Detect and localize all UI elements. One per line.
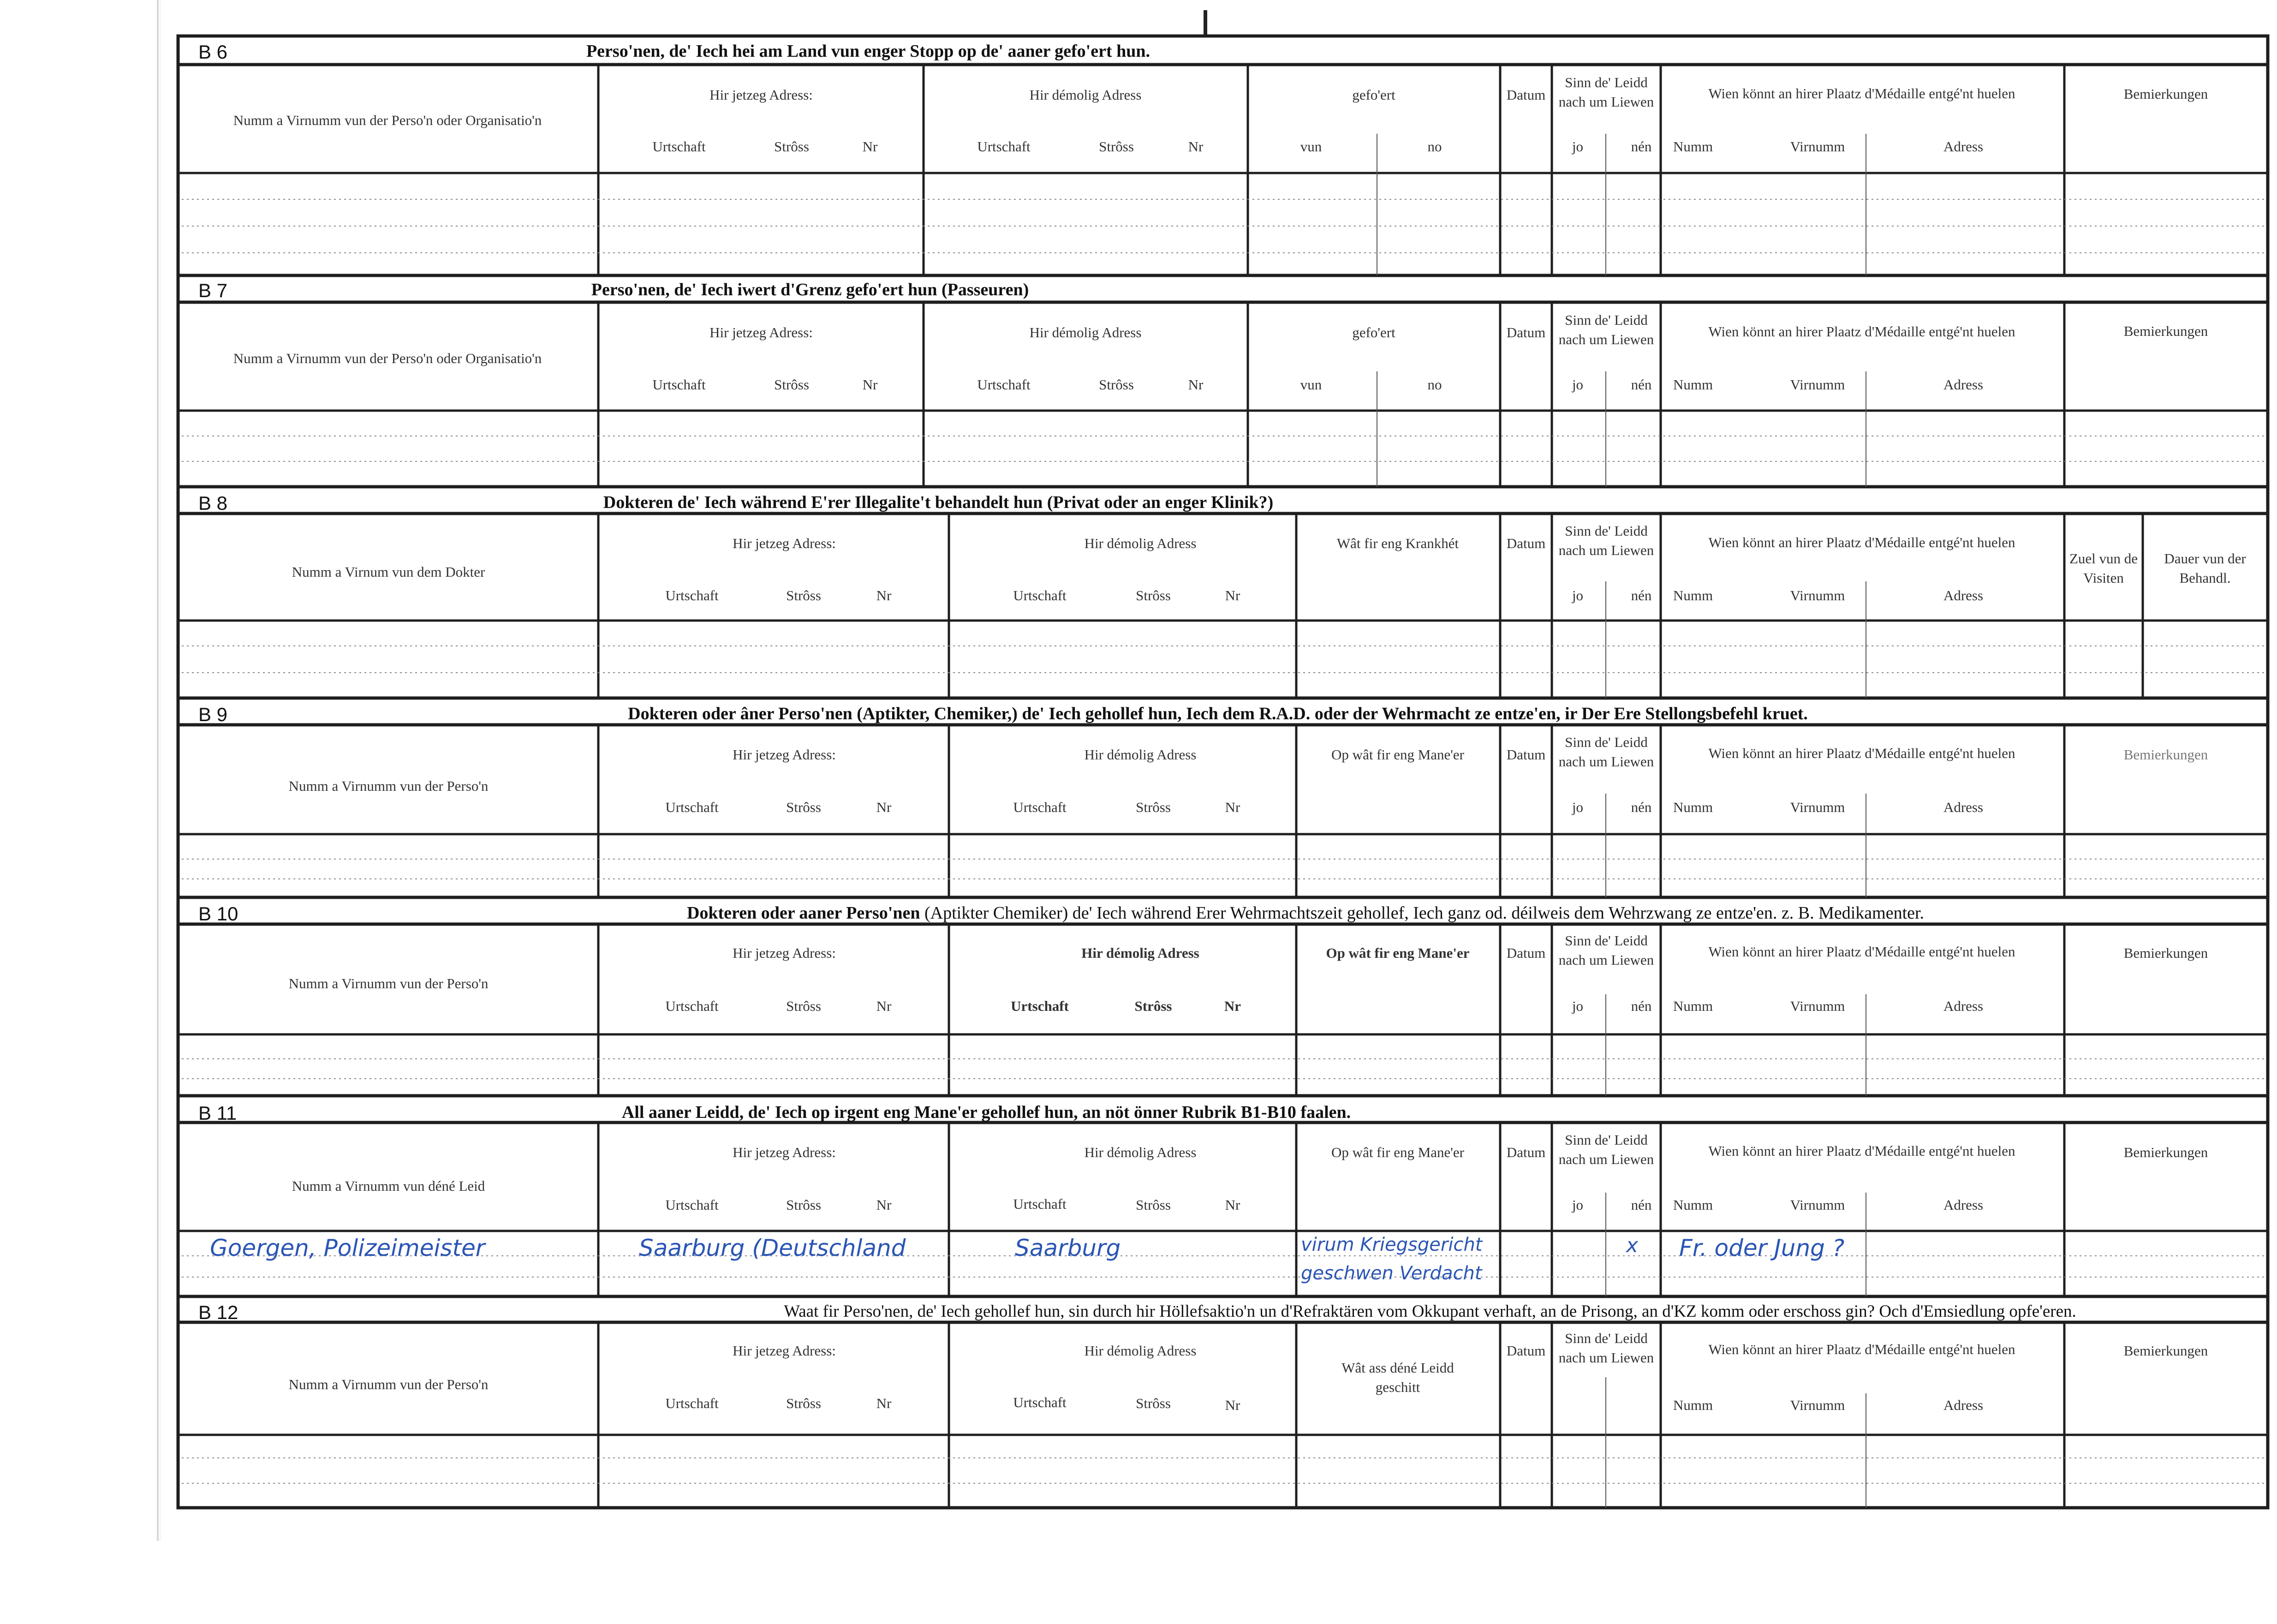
- col-yes-b11: jo: [1572, 1197, 1584, 1213]
- col-lastname-b9: Numm: [1673, 799, 1713, 815]
- col-date-b6: Datum: [1506, 87, 1546, 103]
- col-current-address-b8: Hir jetzeg Adress:: [733, 535, 836, 551]
- col-locality-b8: Urtschaft: [665, 587, 719, 603]
- col-former-address-b8: Hir démolig Adress: [1084, 535, 1197, 551]
- col-manner-b10: Op wât fir eng Mane'er: [1326, 945, 1470, 961]
- col-intention-b12: Sinn de' Leidd nach um Liewen: [1558, 1330, 1654, 1366]
- col-no-b8: nén: [1631, 587, 1652, 603]
- section-title-b9: Dokteren oder âner Perso'nen (Aptikter, Chemiker,) de' Iech gehollef hun, Iech dem R.A.D. oder der Wehrmacht ze entze'en, ir Der Ere Stellongsbefehl kruet.: [628, 704, 1808, 723]
- col-lastname-b7: Numm: [1673, 376, 1713, 393]
- col-date-b11: Datum: [1506, 1144, 1546, 1160]
- col-intention-b6: Sinn de' Leidd nach um Liewen: [1558, 74, 1654, 110]
- col-street2-b12: Strôss: [1136, 1395, 1171, 1411]
- col-remarks-b9: Bemierkungen: [2123, 746, 2208, 763]
- handwritten-no-mark: x: [1626, 1234, 1639, 1257]
- section-title-b7: Perso'nen, de' Iech iwert d'Grenz gefo'ert hun (Passeuren): [591, 280, 1029, 299]
- col-address-b11: Adress: [1943, 1197, 1984, 1213]
- col-remarks-b11: Bemierkungen: [2123, 1144, 2208, 1160]
- col-street-b6: Strôss: [774, 138, 809, 155]
- col-former-address-b11: Hir démolig Adress: [1084, 1144, 1197, 1160]
- col-intention-b10: Sinn de' Leidd nach um Liewen: [1558, 932, 1654, 968]
- col-number-b9: Nr: [876, 799, 892, 815]
- col-name-b12: Numm a Virnumm vun der Perso'n: [288, 1376, 489, 1392]
- col-number2-b7: Nr: [1188, 376, 1204, 393]
- col-date-b7: Datum: [1506, 324, 1546, 340]
- col-address-b10: Adress: [1943, 998, 1984, 1014]
- col-intention-b9: Sinn de' Leidd nach um Liewen: [1558, 734, 1654, 770]
- col-medal-b11: Wien könnt an hirer Plaatz d'Médaille entgé'nt huelen: [1708, 1143, 2015, 1159]
- col-lastname-b12: Numm: [1673, 1397, 1713, 1413]
- handwritten-manner-line2: geschwen Verdacht: [1301, 1263, 1482, 1284]
- col-name-b11: Numm a Virnumm vun déné Leid: [292, 1178, 485, 1194]
- col-number-b10: Nr: [876, 998, 892, 1014]
- handwritten-former-address: Saarburg: [1015, 1235, 1121, 1261]
- col-from-b7: vun: [1300, 376, 1322, 393]
- col-current-address-b6: Hir jetzeg Adress:: [709, 87, 813, 103]
- col-street2-b9: Strôss: [1136, 799, 1171, 815]
- col-locality2-b12: Urtschaft: [1013, 1394, 1067, 1410]
- col-remarks-b12: Bemierkungen: [2123, 1343, 2208, 1359]
- col-current-address-b9: Hir jetzeg Adress:: [733, 746, 836, 763]
- col-street-b10: Strôss: [786, 998, 821, 1014]
- section-title-b10-bold: Dokteren oder aaner Perso'nen: [686, 903, 920, 923]
- col-duration-b8: Dauer vun der Behandl.: [2164, 550, 2246, 586]
- col-street-b7: Strôss: [774, 376, 809, 393]
- col-street2-b6: Strôss: [1099, 138, 1134, 155]
- handwritten-current-address: Saarburg (Deutschland: [639, 1235, 906, 1261]
- section-code-b9: B 9: [198, 704, 228, 725]
- col-remarks-b10: Bemierkungen: [2123, 945, 2208, 961]
- col-yes-b9: jo: [1572, 799, 1584, 815]
- col-intention-b11: Sinn de' Leidd nach um Liewen: [1558, 1132, 1654, 1167]
- col-date-b12: Datum: [1506, 1343, 1546, 1359]
- handwritten-name: Goergen, Polizeimeister: [210, 1235, 485, 1261]
- col-no-b10: nén: [1631, 998, 1652, 1014]
- col-yes-b10: jo: [1572, 998, 1584, 1014]
- section-title-b6: Perso'nen, de' Iech hei am Land vun enger Stopp op de' aaner gefo'ert hun.: [586, 42, 1150, 61]
- col-address-b6: Adress: [1943, 138, 1984, 155]
- col-lastname-b11: Numm: [1673, 1197, 1713, 1213]
- col-manner-b9: Op wât fir eng Mane'er: [1331, 746, 1464, 763]
- col-date-b8: Datum: [1506, 535, 1546, 551]
- col-former-address-b12: Hir démolig Adress: [1084, 1343, 1197, 1359]
- col-street-b12: Strôss: [786, 1395, 821, 1411]
- section-code-b10: B 10: [198, 903, 238, 925]
- col-remarks-b6: Bemierkungen: [2123, 86, 2208, 102]
- col-firstname-b12: Virnumm: [1790, 1397, 1845, 1413]
- section-code-b12: B 12: [198, 1302, 238, 1323]
- col-no-b7: nén: [1631, 376, 1652, 393]
- col-what-b12: Wât ass déné Leidd geschitt: [1341, 1360, 1454, 1395]
- col-locality2-b11: Urtschaft: [1013, 1196, 1067, 1212]
- col-no-b11: nén: [1631, 1197, 1652, 1213]
- col-driven-b7: gefo'ert: [1352, 324, 1395, 340]
- col-date-b10: Datum: [1506, 945, 1546, 961]
- col-name-b9: Numm a Virnumm vun der Perso'n: [288, 778, 489, 794]
- col-lastname-b8: Numm: [1673, 587, 1713, 603]
- col-address-b9: Adress: [1943, 799, 1984, 815]
- col-yes-b8: jo: [1572, 587, 1584, 603]
- col-medal-b12: Wien könnt an hirer Plaatz d'Médaille entgé'nt huelen: [1708, 1341, 2015, 1357]
- col-medal-b10: Wien könnt an hirer Plaatz d'Médaille entgé'nt huelen: [1708, 943, 2015, 960]
- col-firstname-b8: Virnumm: [1790, 587, 1845, 603]
- col-street-b9: Strôss: [786, 799, 821, 815]
- col-firstname-b9: Virnumm: [1790, 799, 1845, 815]
- section-title-b8: Dokteren de' Iech während E'rer Illegalite't behandelt hun (Privat oder an enger Klinik?): [603, 493, 1274, 512]
- col-number-b7: Nr: [862, 376, 878, 393]
- section-code-b11: B 11: [198, 1102, 237, 1124]
- section-code-b8: B 8: [198, 492, 228, 514]
- col-no-b9: nén: [1631, 799, 1652, 815]
- col-street2-b8: Strôss: [1136, 587, 1171, 603]
- col-firstname-b10: Virnumm: [1790, 998, 1845, 1014]
- col-name-b8: Numm a Virnum vun dem Dokter: [292, 564, 485, 580]
- col-manner-b11: Op wât fir eng Mane'er: [1331, 1144, 1464, 1160]
- handwritten-manner-line1: virum Kriegsgericht: [1301, 1234, 1483, 1255]
- section-title-b11: All aaner Leidd, de' Iech op irgent eng Mane'er gehollef hun, an nöt önner Rubrik B1-B10 faalen.: [621, 1103, 1351, 1122]
- col-current-address-b11: Hir jetzeg Adress:: [733, 1144, 836, 1160]
- col-current-address-b7: Hir jetzeg Adress:: [709, 324, 813, 340]
- col-address-b8: Adress: [1943, 587, 1984, 603]
- col-disease-b8: Wât fir eng Krankhét: [1336, 535, 1459, 551]
- col-intention-b7: Sinn de' Leidd nach um Liewen: [1558, 312, 1654, 347]
- col-name-b10: Numm a Virnumm vun der Perso'n: [288, 975, 489, 991]
- col-firstname-b11: Virnumm: [1790, 1197, 1845, 1213]
- section-title-b10: [687, 904, 1924, 922]
- col-former-address-b10: Hir démolig Adress: [1081, 945, 1199, 961]
- col-medal-b6: Wien könnt an hirer Plaatz d'Médaille entgé'nt huelen: [1708, 85, 2015, 102]
- col-number-b11: Nr: [876, 1197, 892, 1213]
- col-address-b7: Adress: [1943, 376, 1984, 393]
- col-number2-b9: Nr: [1225, 799, 1240, 815]
- col-yes-b6: jo: [1572, 138, 1584, 155]
- col-number2-b12: Nr: [1225, 1397, 1240, 1413]
- col-locality2-b10: Urtschaft: [1011, 998, 1069, 1014]
- col-driven-b6: gefo'ert: [1352, 87, 1395, 103]
- col-street-b11: Strôss: [786, 1197, 821, 1213]
- col-locality-b9: Urtschaft: [665, 799, 719, 815]
- handwritten-medal-recipient: Fr. oder Jung ?: [1679, 1235, 1845, 1261]
- col-locality2-b9: Urtschaft: [1013, 799, 1067, 815]
- col-no-b6: nén: [1631, 138, 1652, 155]
- col-locality-b12: Urtschaft: [665, 1395, 719, 1411]
- col-locality2-b8: Urtschaft: [1013, 587, 1067, 603]
- col-firstname-b6: Virnumm: [1790, 138, 1845, 155]
- col-number2-b6: Nr: [1188, 138, 1204, 155]
- col-street2-b7: Strôss: [1099, 376, 1134, 393]
- col-locality-b10: Urtschaft: [665, 998, 719, 1014]
- section-code-b6: B 6: [198, 41, 228, 63]
- col-former-address-b6: Hir démolig Adress: [1029, 87, 1142, 103]
- col-locality-b6: Urtschaft: [652, 138, 706, 155]
- col-lastname-b6: Numm: [1673, 138, 1713, 155]
- col-number-b8: Nr: [876, 587, 892, 603]
- col-medal-b8: Wien könnt an hirer Plaatz d'Médaille entgé'nt huelen: [1708, 534, 2015, 550]
- col-firstname-b7: Virnumm: [1790, 376, 1845, 393]
- col-number-b12: Nr: [876, 1395, 892, 1411]
- section-title-b12: Waat fir Perso'nen, de' Iech gehollef hun, sin durch hir Höllefsaktio'n un d'Refraktären vom Okkupant verhaft, an de Prisong, an d'KZ komm oder erschoss gin? Och d'Emsiedlung opfe'eren.: [784, 1302, 2076, 1321]
- col-number2-b8: Nr: [1225, 587, 1240, 603]
- col-number-b6: Nr: [862, 138, 878, 155]
- col-street2-b11: Strôss: [1136, 1197, 1171, 1213]
- col-visits-b8: Zuel vun de Visiten: [2069, 550, 2138, 586]
- col-from-b6: vun: [1300, 138, 1322, 155]
- section-title-b10-rest: (Aptikter Chemiker) de' Iech während Erer Wehrmachtszeit gehollef, Iech ganz od. déilweis dem Wehrzwang ze entze'en. z. B. Medikamenter.: [920, 903, 1925, 923]
- col-name-b7: Numm a Virnumm vun der Perso'n oder Organisatio'n: [233, 350, 542, 366]
- col-to-b7: no: [1427, 376, 1442, 393]
- col-lastname-b10: Numm: [1673, 998, 1713, 1014]
- col-current-address-b12: Hir jetzeg Adress:: [733, 1343, 836, 1359]
- col-locality-b11: Urtschaft: [665, 1197, 719, 1213]
- col-locality-b7: Urtschaft: [652, 376, 706, 393]
- col-former-address-b7: Hir démolig Adress: [1029, 324, 1142, 340]
- col-remarks-b7: Bemierkungen: [2123, 323, 2208, 339]
- col-to-b6: no: [1427, 138, 1442, 155]
- col-intention-b8: Sinn de' Leidd nach um Liewen: [1558, 523, 1654, 558]
- col-number2-b10: Nr: [1224, 998, 1241, 1014]
- col-name-b6: Numm a Virnumm vun der Perso'n oder Organisatio'n: [233, 112, 542, 128]
- col-date-b9: Datum: [1506, 746, 1546, 763]
- col-current-address-b10: Hir jetzeg Adress:: [733, 945, 836, 961]
- col-street2-b10: Strôss: [1134, 998, 1172, 1014]
- col-address-b12: Adress: [1943, 1397, 1984, 1413]
- col-medal-b7: Wien könnt an hirer Plaatz d'Médaille entgé'nt huelen: [1708, 323, 2015, 340]
- section-code-b7: B 7: [198, 280, 228, 301]
- col-street-b8: Strôss: [786, 587, 821, 603]
- col-locality2-b7: Urtschaft: [977, 376, 1031, 393]
- col-locality2-b6: Urtschaft: [977, 138, 1031, 155]
- col-medal-b9: Wien könnt an hirer Plaatz d'Médaille entgé'nt huelen: [1708, 745, 2015, 761]
- col-number2-b11: Nr: [1225, 1197, 1240, 1213]
- col-former-address-b9: Hir démolig Adress: [1084, 746, 1197, 763]
- col-yes-b7: jo: [1572, 376, 1584, 393]
